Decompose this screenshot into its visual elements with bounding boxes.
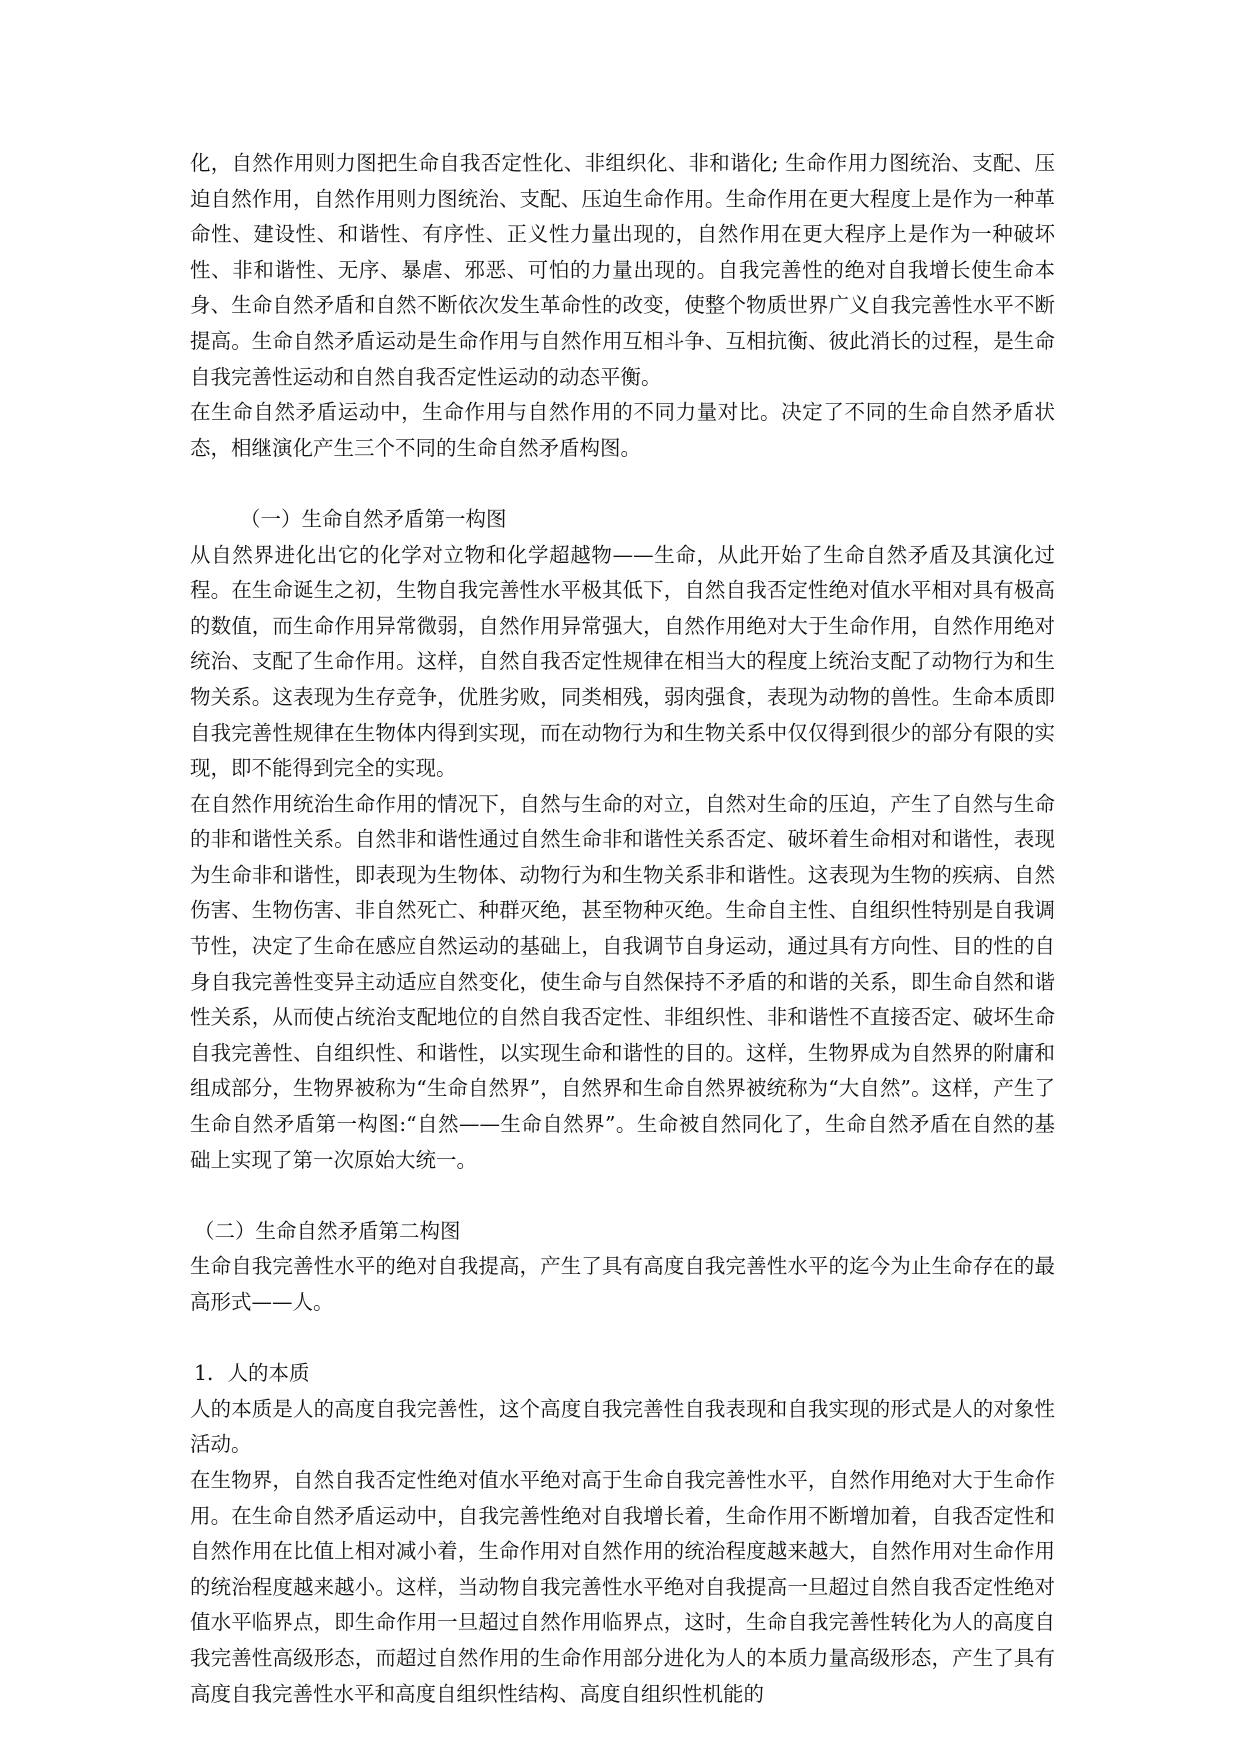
blank-line (190, 1178, 1055, 1214)
section-heading: （二）生命自然矛盾第二构图 (194, 1218, 461, 1243)
paragraph: 生命自我完善性水平的绝对自我提高，产生了具有高度自我完善性水平的迄今为止生命存在的最高形式——人。 (190, 1254, 1055, 1314)
blank-line (190, 466, 1055, 502)
subsection-heading: 1．人的本质 (194, 1361, 310, 1386)
blank-line (190, 1321, 1055, 1357)
paragraph: 从自然界进化出它的化学对立物和化学超越物——生命，从此开始了生命自然矛盾及其演化过程。在生命诞生之初，生物自我完善性水平极其低下，自然自我否定性绝对值水平相对具有极高的数值，而生命作用异常微弱，自然作用异常强大，自然作用绝对大于生命作用，自然作用绝对统治、支配了生命作用。这样，自然自我否定性规律在相当大的程度上统治支配了动物行为和生物关系。这表现为生存竞争，优胜劣败，同类相残，弱肉强食，表现为动物的兽性。生命本质即自我完善性规律在生物体内得到实现，而在动物行为和生物关系中仅仅得到很少的部分有限的实现，即不能得到完全的实现。 (190, 542, 1055, 781)
document-body (190, 146, 1055, 1712)
paragraph: 人的本质是人的高度自我完善性，这个高度自我完善性自我表现和自我实现的形式是人的对象性活动。 (190, 1396, 1055, 1457)
paragraph: 化，自然作用则力图把生命自我否定性化、非组织化、非和谐化; 生命作用力图统治、支配、压迫自然作用，自然作用则力图统治、支配、压迫生命作用。生命作用在更大程度上是作为一种革命性、建设性、和谐性、有序性、正义性力量出现的，自然作用在更大程序上是作为一种破坏性、非和谐性、无序、暴虐、邪恶、可怕的力量出现的。自我完善性的绝对自我增长使生命本身、生命自然矛盾和自然不断依次发生革命性的改变，使整个物质世界广义自我完善性水平不断提高。生命自然矛盾运动是生命作用与自然作用互相斗争、互相抗衡、彼此消长的过程，是生命自我完善性运动和自然自我否定性运动的动态平衡。 (190, 151, 1055, 389)
paragraph: 在生物界，自然自我否定性绝对值水平绝对高于生命自我完善性水平，自然作用绝对大于生命作用。在生命自然矛盾运动中，自我完善性绝对自我增长着，生命作用不断增加着，自我否定性和自然作用在比值上相对减小着，生命作用对自然作用的统治程度越来越大，自然作用对生命作用的统治程度越来越小。这样，当动物自我完善性水平绝对自我提高一旦超过自然自我否定性绝对值水平临界点，即生命作用一旦超过自然作用临界点，这时，生命自我完善性转化为人的高度自我完善性高级形态，而超过自然作用的生命作用部分进化为人的本质力量高级形态，产生了具有高度自我完善性水平和高度自组织性结构、高度自组织性机能的 (190, 1467, 1055, 1706)
section-heading: （一）生命自然矛盾第一构图 (240, 506, 507, 531)
paragraph: 在自然作用统治生命作用的情况下，自然与生命的对立，自然对生命的压迫，产生了自然与生命的非和谐性关系。自然非和谐性通过自然生命非和谐性关系否定、破坏着生命相对和谐性，表现为生命非和谐性，即表现为生物体、动物行为和生物关系非和谐性。这表现为生物的疾病、自然伤害、生物伤害、非自然死亡、种群灭绝，甚至物种灭绝。生命自主性、自组织性特别是自我调节性，决定了生命在感应自然运动的基础上，自我调节自身运动，通过具有方向性、目的性的自身自我完善性变异主动适应自然变化，使生命与自然保持不矛盾的和谐的关系，即生命自然和谐性关系，从而使占统治支配地位的自然自我否定性、非组织性、非和谐性不直接否定、破坏生命自我完善性、自组织性、和谐性，以实现生命和谐性的目的。这样，生物界成为自然界的附庸和组成部分，生物界被称为“生命自然界”，自然界和生命自然界被统称为“大自然”。这样，产生了生命自然矛盾第一构图:“自然——生命自然界”。生命被自然同化了，生命自然矛盾在自然的基础上实现了第一次原始大统一。 (190, 791, 1055, 1172)
paragraph: 在生命自然矛盾运动中，生命作用与自然作用的不同力量对比。决定了不同的生命自然矛盾状态，相继演化产生三个不同的生命自然矛盾构图。 (190, 400, 1055, 460)
